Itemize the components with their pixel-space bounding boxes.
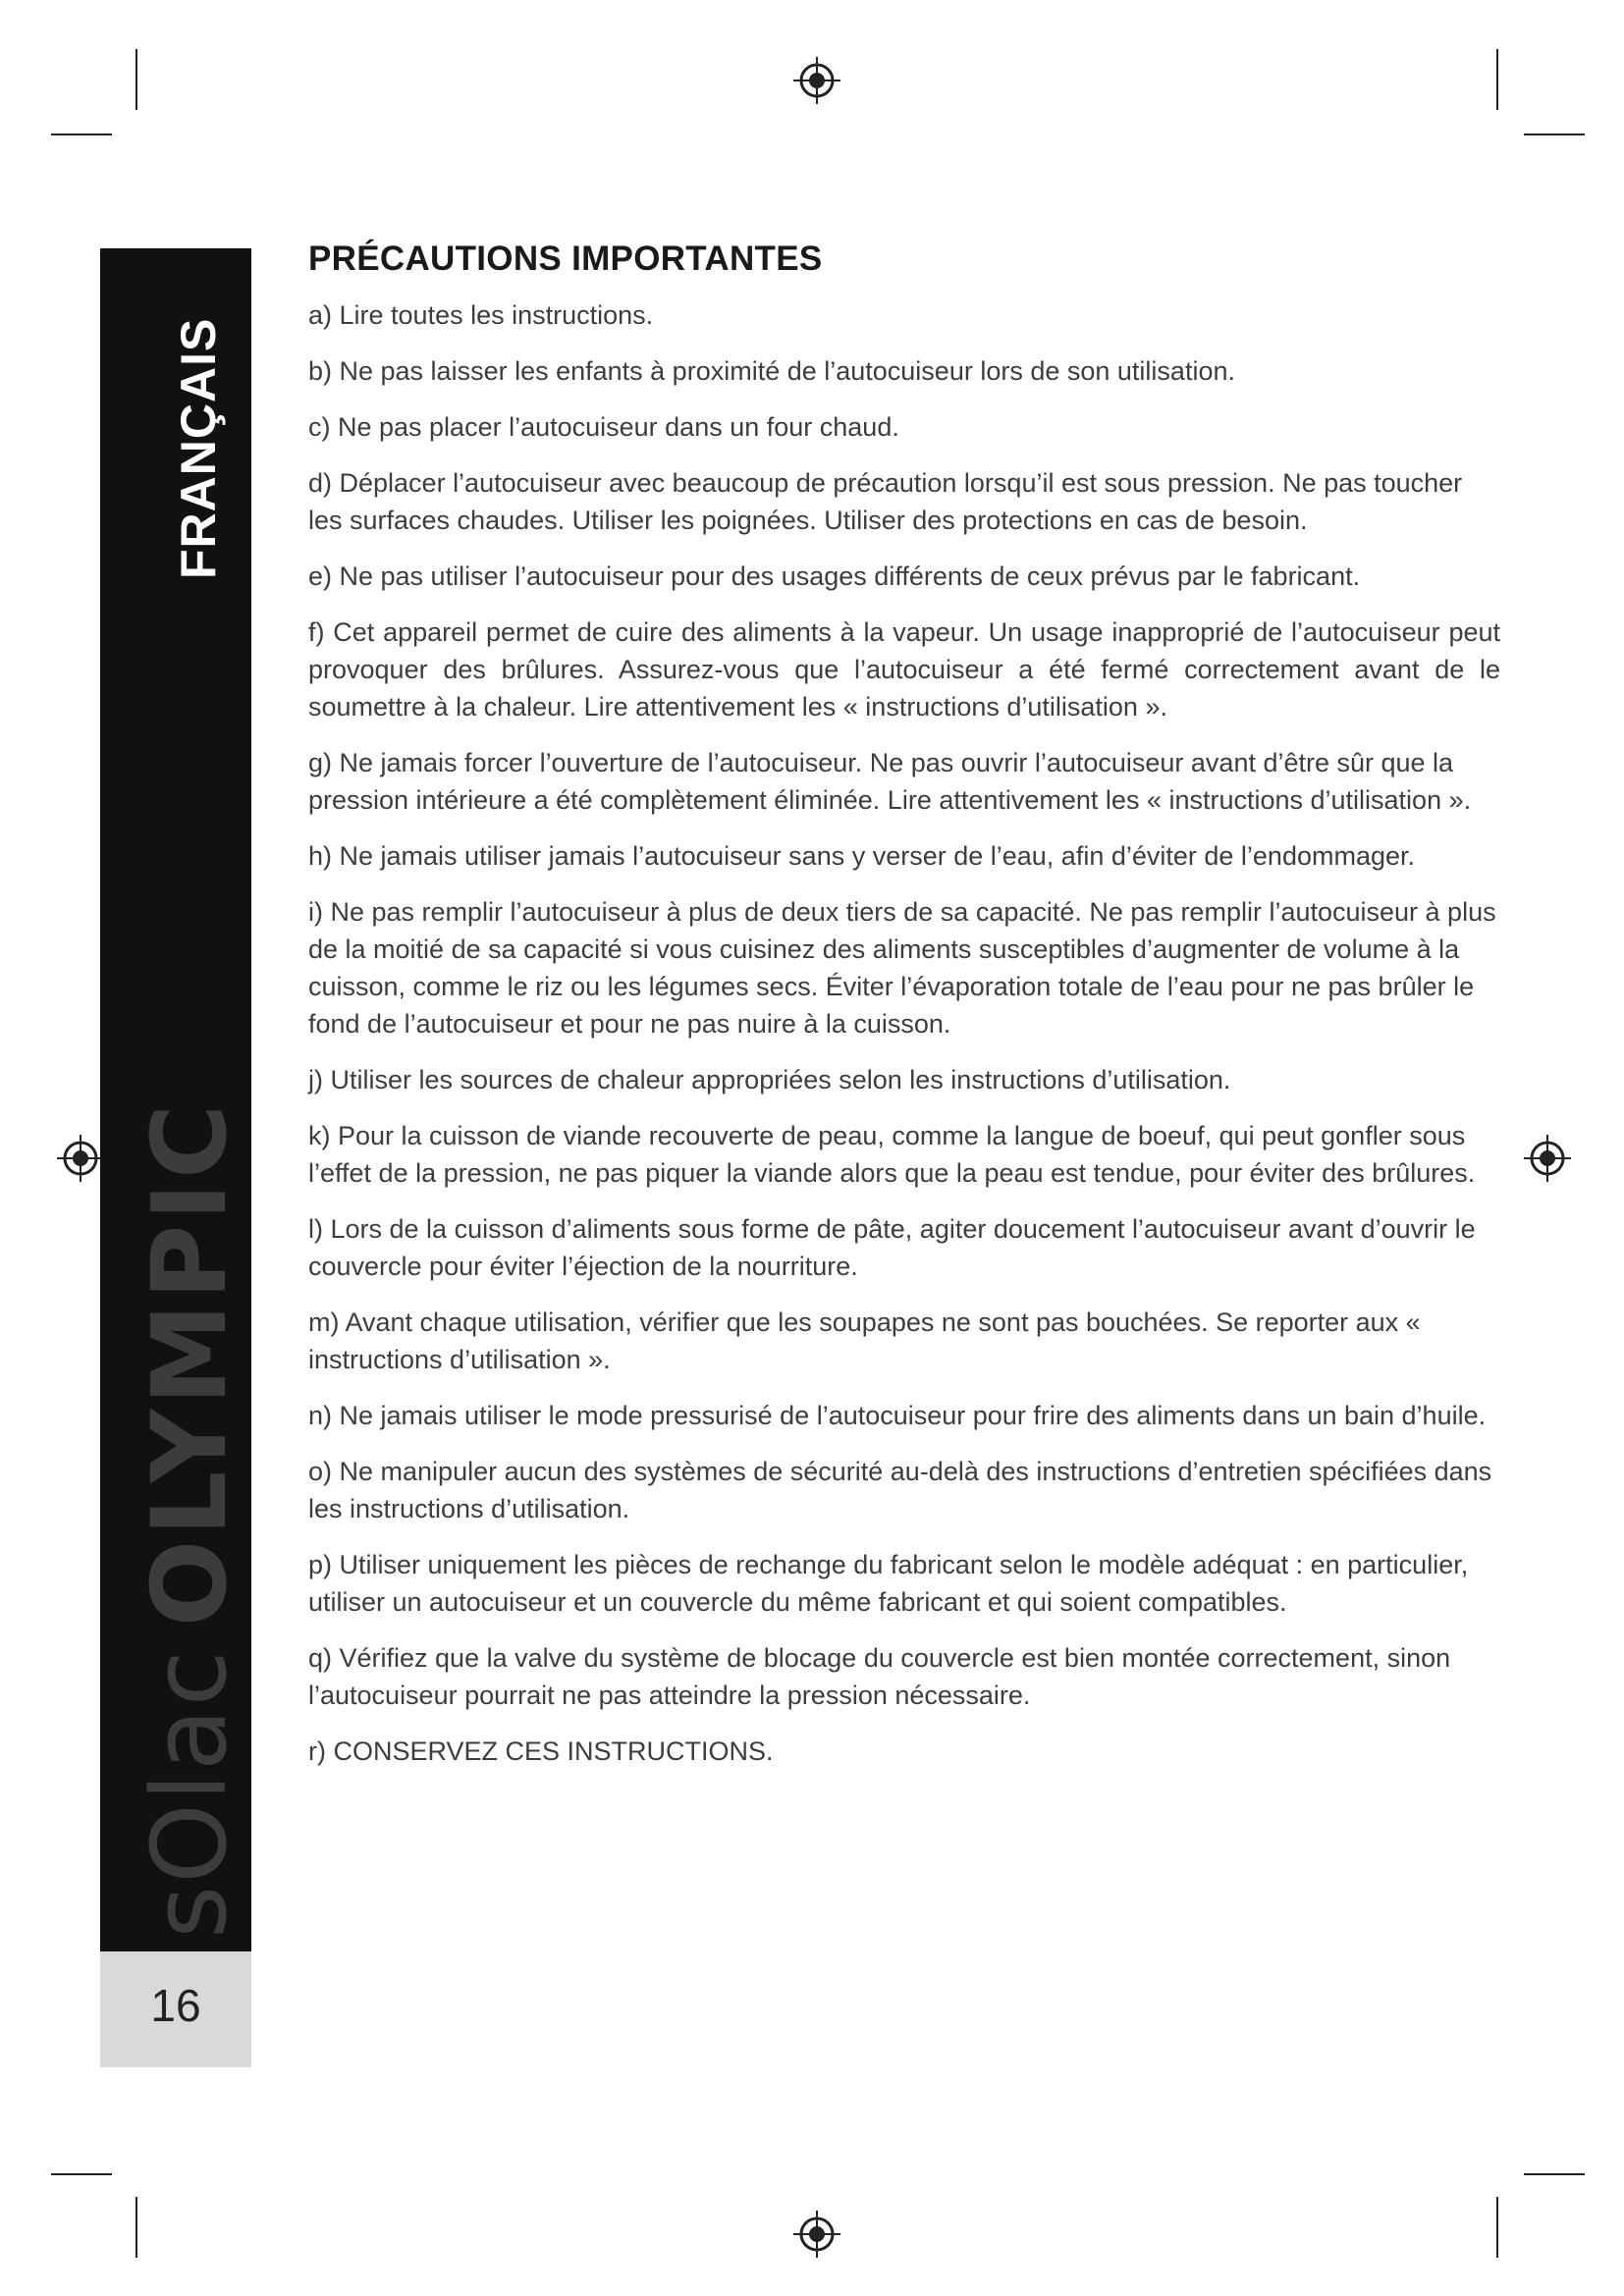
list-item-p: p) Utiliser uniquement les pièces de rechange du fabricant selon le modèle adéquat : en particulier, utiliser un autocuiseur et un couvercle du même fabricant et qui soient compatibles.	[308, 1550, 1469, 1617]
registration-mark-bottom-icon	[791, 2209, 842, 2260]
page-number: 16	[150, 1980, 201, 2031]
list-item-j: j) Utiliser les sources de chaleur appropriées selon les instructions d’utilisation.	[308, 1065, 1231, 1095]
list-item-n: n) Ne jamais utiliser le mode pressurisé de l’autocuiseur pour frire des aliments dans un bain d’huile.	[308, 1401, 1487, 1430]
brand-name: OLYMPIC	[130, 1099, 249, 1628]
crop-mark-top-left-horizontal	[51, 133, 112, 135]
crop-mark-bottom-left-vertical	[135, 2197, 137, 2258]
crop-mark-bottom-left-horizontal	[51, 2173, 112, 2175]
page-number-box	[100, 1951, 251, 2067]
crop-mark-bottom-right-vertical	[1496, 2197, 1498, 2258]
list-item-q: q) Vérifiez que la valve du système de blocage du couvercle est bien montée correctement, sinon l’autocuiseur pourrait ne pas atteindre la pression nécessaire.	[308, 1643, 1451, 1710]
list-item-e: e) Ne pas utiliser l’autocuiseur pour des usages différents de ceux prévus par le fabricant.	[308, 561, 1361, 591]
list-item-i: i) Ne pas remplir l’autocuiseur à plus de deux tiers de sa capacité. Ne pas remplir l’autocuiseur à plus de la moitié de sa capacité si vous cuisinez des aliments susceptibles d’augmenter de volume à la cuisson, comme le riz ou les légumes secs. Éviter l’évaporation totale de l’eau pour ne pas brûler le fond de l’autocuiseur et pour ne pas nuire à la cuisson.	[308, 897, 1496, 1039]
list-item-r: r) CONSERVEZ CES INSTRUCTIONS.	[308, 1736, 774, 1766]
crop-mark-bottom-right-horizontal	[1524, 2173, 1585, 2175]
crop-mark-top-left-vertical	[135, 49, 137, 110]
crop-mark-top-right-horizontal	[1524, 133, 1585, 135]
list-item-m: m) Avant chaque utilisation, vérifier que les soupapes ne sont pas bouchées. Se reporter aux « instructions d’utilisation ».	[308, 1308, 1421, 1374]
list-item-l: l) Lors de la cuisson d’aliments sous forme de pâte, agiter doucement l’autocuiseur avant d’ouvrir le couvercle pour éviter l’éjection de la nourriture.	[308, 1214, 1476, 1281]
list-item-g: g) Ne jamais forcer l’ouverture de l’autocuiseur. Ne pas ouvrir l’autocuiseur avant d’être sûr que la pression intérieure a été complètement éliminée. Lire attentivement les « instructions d’utilisation ».	[308, 748, 1472, 815]
language-label: FRANÇAIS	[171, 317, 226, 579]
list-item-c: c) Ne pas placer l’autocuiseur dans un four chaud.	[308, 412, 899, 442]
crop-mark-top-right-vertical	[1496, 49, 1498, 110]
list-item-h: h) Ne jamais utiliser jamais l’autocuiseur sans y verser de l’eau, afin d’éviter de l’endommager.	[308, 841, 1416, 871]
registration-mark-right-icon	[1522, 1133, 1573, 1184]
list-item-a: a) Lire toutes les instructions.	[308, 300, 654, 330]
list-item-k: k) Pour la cuisson de viande recouverte de peau, comme la langue de boeuf, qui peut gonfler sous l’effet de la pression, ne pas piquer la viande alors que la peau est tendue, pour éviter des brûlures.	[308, 1121, 1476, 1188]
registration-mark-left-icon	[55, 1133, 106, 1184]
list-item-o: o) Ne manipuler aucun des systèmes de sécurité au-delà des instructions d’entretien spécifiées dans les instructions d’utilisation.	[308, 1457, 1492, 1523]
main-content	[308, 240, 1500, 1789]
list-item-b: b) Ne pas laisser les enfants à proximité de l’autocuiseur lors de son utilisation.	[308, 356, 1235, 386]
list-item-f: f) Cet appareil permet de cuire des aliments à la vapeur. Un usage inapproprié de l’autocuiseur peut provoquer des brûlures. Assurez-vous que l’autocuiseur a été fermé correctement avant de le soumettre à la chaleur. Lire attentivement les « instructions d’utilisation ».	[308, 617, 1500, 721]
brand-logo	[130, 1055, 249, 1939]
list-item-d: d) Déplacer l’autocuiseur avec beaucoup de précaution lorsqu’il est sous pression. Ne pas toucher les surfaces chaudes. Utiliser les poignées. Utiliser des protections en cas de besoin.	[308, 468, 1463, 535]
page-title: PRÉCAUTIONS IMPORTANTES	[308, 240, 823, 278]
registration-mark-top-icon	[791, 55, 842, 106]
brand-prefix: sOlac	[130, 1648, 249, 1939]
